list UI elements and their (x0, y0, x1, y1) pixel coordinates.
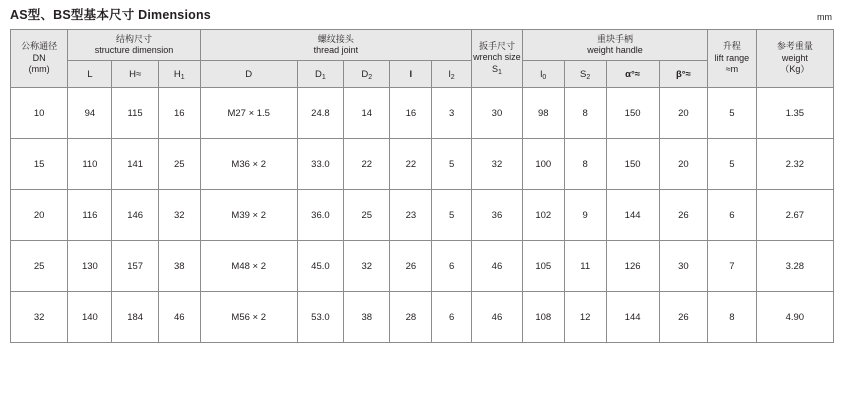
cell-l: 16 (390, 88, 432, 139)
header-wrench-size: 扳手尺寸 wrench size $S_1$ (472, 30, 523, 88)
cell-H1: 32 (158, 190, 200, 241)
cell-L: 140 (68, 292, 112, 343)
cell-l: 23 (390, 190, 432, 241)
cell-H: 115 (112, 88, 158, 139)
cell-H: 157 (112, 241, 158, 292)
cell-L: 130 (68, 241, 112, 292)
cell-l0: 102 (522, 190, 564, 241)
cell-kg: 4.90 (756, 292, 833, 343)
cell-dn: 32 (11, 292, 68, 343)
table-row (11, 88, 834, 139)
cell-D1: 45.0 (297, 241, 343, 292)
cell-dn: 15 (11, 139, 68, 190)
cell-dn: 25 (11, 241, 68, 292)
cell-D2: 38 (344, 292, 390, 343)
header-symbol-D: D (200, 61, 297, 88)
cell-alpha: 150 (606, 139, 659, 190)
header-structure-dimension: 结构尺寸 structure dimension (68, 30, 200, 61)
table-header (11, 30, 834, 88)
cell-l: 22 (390, 139, 432, 190)
table-row (11, 190, 834, 241)
cell-H1: 46 (158, 292, 200, 343)
cell-l2: 6 (432, 292, 472, 343)
cell-m: 5 (708, 88, 757, 139)
cell-dn: 10 (11, 88, 68, 139)
cell-l0: 98 (522, 88, 564, 139)
cell-l: 28 (390, 292, 432, 343)
header-thread-joint: 螺纹接头 thread joint (200, 30, 471, 61)
unit-note: mm (817, 12, 832, 22)
header-symbol-S2: $S_2$ (564, 61, 606, 88)
header-symbol-l2: $l_2$ (432, 61, 472, 88)
cell-D2: 22 (344, 139, 390, 190)
header-symbol-H1: $H_1$ (158, 61, 200, 88)
cell-kg: 3.28 (756, 241, 833, 292)
cell-beta: 20 (659, 88, 708, 139)
cell-D: M48 × 2 (200, 241, 297, 292)
cell-alpha: 150 (606, 88, 659, 139)
header-symbol-D2: $D_2$ (344, 61, 390, 88)
header-symbol-D1: $D_1$ (297, 61, 343, 88)
cell-S2: 9 (564, 190, 606, 241)
dimensions-table (10, 29, 834, 343)
cell-D1: 33.0 (297, 139, 343, 190)
cell-alpha: 144 (606, 292, 659, 343)
header-lift-symbol: ≈m (725, 64, 739, 75)
cell-kg: 1.35 (756, 88, 833, 139)
header-group-row (11, 30, 834, 61)
cell-l0: 108 (522, 292, 564, 343)
cell-S2: 12 (564, 292, 606, 343)
cell-l2: 5 (432, 139, 472, 190)
cell-S2: 8 (564, 88, 606, 139)
cell-dn: 20 (11, 190, 68, 241)
cell-D2: 32 (344, 241, 390, 292)
cell-S1: 36 (472, 190, 523, 241)
cell-H: 141 (112, 139, 158, 190)
page-title: AS型、BS型基本尺寸 Dimensions (10, 8, 211, 22)
cell-H1: 16 (158, 88, 200, 139)
cell-l: 26 (390, 241, 432, 292)
table-row (11, 139, 834, 190)
cell-H1: 38 (158, 241, 200, 292)
cell-L: 94 (68, 88, 112, 139)
cell-S1: 46 (472, 241, 523, 292)
header-lift-range: 升程 lift range ≈m (708, 30, 757, 88)
header-weight-unit: weight (781, 52, 808, 63)
header-symbol-alpha: α°≈ (606, 61, 659, 88)
header-symbol-L: L (68, 61, 112, 88)
cell-l0: 100 (522, 139, 564, 190)
cell-beta: 26 (659, 190, 708, 241)
cell-kg: 2.32 (756, 139, 833, 190)
cell-beta: 30 (659, 241, 708, 292)
cell-D2: 14 (344, 88, 390, 139)
cell-D: M56 × 2 (200, 292, 297, 343)
cell-S1: 32 (472, 139, 523, 190)
cell-D2: 25 (344, 190, 390, 241)
header-wrench-symbol: $S_1$ (491, 63, 502, 76)
header-weight-handle: 重块手柄 weight handle (522, 30, 707, 61)
header-symbol-l0: $l_0$ (522, 61, 564, 88)
cell-beta: 20 (659, 139, 708, 190)
cell-alpha: 126 (606, 241, 659, 292)
title-row (10, 8, 834, 23)
header-symbol-H: H≈ (112, 61, 158, 88)
cell-m: 5 (708, 139, 757, 190)
header-reference-weight: 参考重量 weight （Kg） (756, 30, 833, 88)
cell-l0: 105 (522, 241, 564, 292)
cell-D: M39 × 2 (200, 190, 297, 241)
cell-m: 7 (708, 241, 757, 292)
cell-S1: 46 (472, 292, 523, 343)
cell-L: 116 (68, 190, 112, 241)
cell-D1: 24.8 (297, 88, 343, 139)
cell-l2: 5 (432, 190, 472, 241)
cell-H: 146 (112, 190, 158, 241)
table-row (11, 292, 834, 343)
cell-kg: 2.67 (756, 190, 833, 241)
cell-l2: 3 (432, 88, 472, 139)
cell-S1: 30 (472, 88, 523, 139)
cell-H1: 25 (158, 139, 200, 190)
cell-m: 8 (708, 292, 757, 343)
cell-m: 6 (708, 190, 757, 241)
header-symbol-beta: β°≈ (659, 61, 708, 88)
table-body (11, 88, 834, 343)
table-row (11, 241, 834, 292)
cell-S2: 11 (564, 241, 606, 292)
cell-L: 110 (68, 139, 112, 190)
header-symbol-l: l (390, 61, 432, 88)
cell-l2: 6 (432, 241, 472, 292)
cell-S2: 8 (564, 139, 606, 190)
cell-D1: 36.0 (297, 190, 343, 241)
cell-beta: 26 (659, 292, 708, 343)
cell-D: M27 × 1.5 (200, 88, 297, 139)
header-dn: 公称通径 DN (mm) (11, 30, 68, 88)
cell-alpha: 144 (606, 190, 659, 241)
cell-H: 184 (112, 292, 158, 343)
cell-D: M36 × 2 (200, 139, 297, 190)
cell-D1: 53.0 (297, 292, 343, 343)
